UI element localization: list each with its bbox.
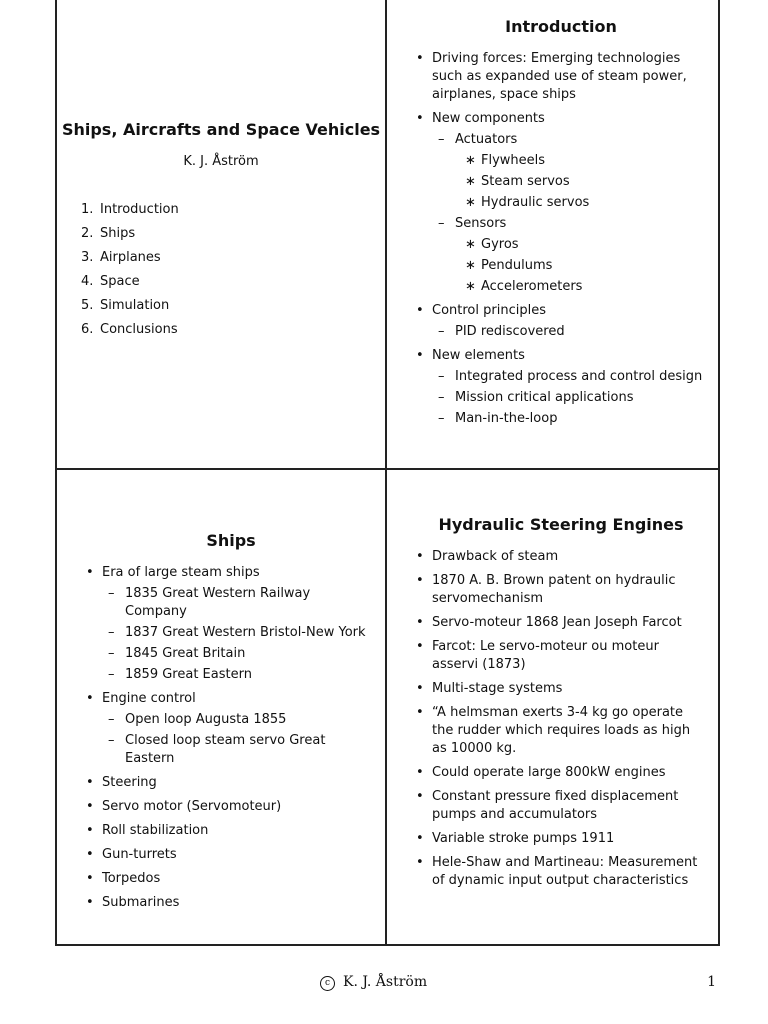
sub-item: – Integrated process and control design (438, 368, 706, 386)
outline-item: 3. Airplanes (81, 250, 161, 265)
hydraulic-list (416, 548, 706, 890)
page-number: 1 (707, 974, 716, 990)
list-item: • Roll stabilization (86, 822, 376, 840)
ships-list (86, 564, 376, 912)
ships-title: Ships (206, 531, 256, 550)
sub-sub-item: ∗ Flywheels (465, 152, 706, 170)
outline-item: 1. Introduction (81, 202, 179, 217)
list-item: • Hele-Shaw and Martineau: Measurement of dynamic input output characteristics (416, 854, 706, 890)
list-item: • Torpedos (86, 870, 376, 888)
sub-item: – Sensors ∗ Gyros ∗ Pendulums ∗ Accelerometers (438, 215, 706, 296)
list-item: • Servo motor (Servomoteur) (86, 798, 376, 816)
sub-item: – Actuators ∗ Flywheels ∗ Steam servos ∗ Hydraulic servos (438, 131, 706, 212)
sub-item: – 1837 Great Western Bristol-New York (108, 624, 376, 642)
title-panel (57, 0, 385, 468)
introduction-list (416, 50, 706, 428)
list-item: • Drawback of steam (416, 548, 706, 566)
footer-author: K. J. Åström (343, 974, 428, 990)
list-item: • Engine control – Open loop Augusta 1855 – Closed loop steam servo Great Eastern (86, 690, 376, 768)
vertical-divider (385, 0, 387, 944)
list-item: • Farcot: Le servo-moteur ou moteur asservi (1873) (416, 638, 706, 674)
list-item: • Driving forces: Emerging technologies such as expanded use of steam power, airplanes, space ships (416, 50, 706, 104)
list-item: • Steering (86, 774, 376, 792)
list-item: • Era of large steam ships – 1835 Great Western Railway Company – 1837 Great Western Bristol-New York – 1845 Great Britain – 1859 Great Eastern (86, 564, 376, 684)
page-footer (0, 974, 768, 994)
sub-item: – Open loop Augusta 1855 (108, 711, 376, 729)
sub-item: – PID rediscovered (438, 323, 706, 341)
main-title: Ships, Aircrafts and Space Vehicles (61, 120, 381, 139)
list-item: • Control principles – PID rediscovered (416, 302, 706, 341)
list-item: • New elements – Integrated process and control design – Mission critical applications – Man-in-the-loop (416, 347, 706, 428)
ships-panel (86, 470, 376, 940)
sub-item: – Mission critical applications (438, 389, 706, 407)
list-item: • Servo-moteur 1868 Jean Joseph Farcot (416, 614, 706, 632)
sub-sub-item: ∗ Gyros (465, 236, 706, 254)
outline-item: 4. Space (81, 274, 140, 289)
list-item: • Multi-stage systems (416, 680, 706, 698)
outline-item: 6. Conclusions (81, 322, 178, 337)
hydraulic-panel (416, 470, 706, 940)
list-item: • Could operate large 800kW engines (416, 764, 706, 782)
author-name: K. J. Åström (183, 154, 259, 169)
outline-item: 2. Ships (81, 226, 136, 241)
list-item: • Constant pressure fixed displacement pumps and accumulators (416, 788, 706, 824)
sub-item: – 1835 Great Western Railway Company (108, 585, 376, 621)
copyright-icon: c (320, 976, 335, 991)
sub-sub-item: ∗ Accelerometers (465, 278, 706, 296)
sub-sub-item: ∗ Steam servos (465, 173, 706, 191)
sub-item: – Closed loop steam servo Great Eastern (108, 732, 376, 768)
list-item: • Submarines (86, 894, 376, 912)
outline-item: 5. Simulation (81, 298, 170, 313)
introduction-panel (416, 0, 706, 468)
hydraulic-title: Hydraulic Steering Engines (438, 515, 684, 534)
list-item: • New components – Actuators ∗ Flywheels ∗ Steam servos ∗ Hydraulic servos – Sensors ∗ Gyros ∗ Pendulums ∗ Accelerometers (416, 110, 706, 296)
introduction-title: Introduction (505, 17, 617, 36)
sub-item: – Man-in-the-loop (438, 410, 706, 428)
sub-item: – 1845 Great Britain (108, 645, 376, 663)
sub-sub-item: ∗ Pendulums (465, 257, 706, 275)
list-item: • Gun-turrets (86, 846, 376, 864)
copyright-line (320, 974, 427, 991)
list-item: • “A helmsman exerts 3-4 kg go operate the rudder which requires loads as high as 10000 kg. (416, 704, 706, 758)
list-item: • Variable stroke pumps 1911 (416, 830, 706, 848)
outline-list (81, 201, 385, 339)
list-item: • 1870 A. B. Brown patent on hydraulic servomechanism (416, 572, 706, 608)
sub-sub-item: ∗ Hydraulic servos (465, 194, 706, 212)
sub-item: – 1859 Great Eastern (108, 666, 376, 684)
